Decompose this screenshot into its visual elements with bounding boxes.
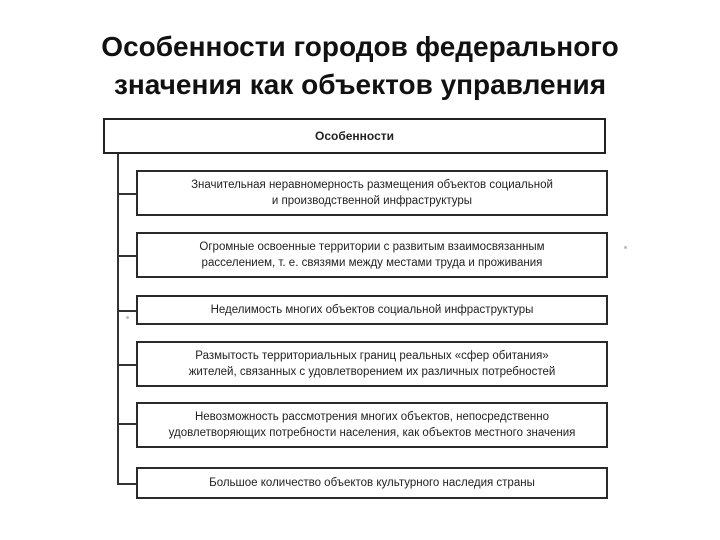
scan-speck [126,316,129,319]
connector-branch-4 [117,364,136,366]
feature-2-line-1: Огромные освоенные территории с развитым взаимосвязанным [199,241,545,253]
connector-branch-5 [117,423,136,425]
connector-branch-3 [117,310,136,312]
scan-speck [624,246,627,249]
feature-5-line-1: Невозможность рассмотрения многих объектов, непосредственно [194,411,550,423]
feature-1-line-2: и производственной инфраструктуры [271,195,473,207]
connector-branch-1 [117,193,136,195]
connector-trunk [117,154,119,485]
feature-2-line-2: расселением, т. е. связями между местами труда и проживания [201,257,543,269]
feature-box-1 [136,170,608,216]
feature-4-line-1: Размытость территориальных границ реальных «сфер обитания» [195,350,549,362]
connector-branch-2 [117,255,136,257]
diagram-header-label: Особенности [314,129,395,143]
slide-title-line-1: Особенности городов федерального [101,31,619,62]
feature-box-6 [136,467,608,499]
feature-6-line-1: Большое количество объектов культурного наследия страны [209,477,535,489]
feature-1-line-1: Значительная неравномерность размещения объектов социальной [191,179,553,191]
feature-5-line-2: удовлетворяющих потребности населения, как объектов местного значения [168,427,576,439]
feature-3-line-1: Неделимость многих объектов социальной инфраструктуры [210,304,534,316]
feature-box-3 [136,295,608,325]
feature-box-4 [136,341,608,387]
feature-box-2 [136,232,608,278]
diagram-header-box [103,118,606,154]
slide-title-line-2: значения как объектов управления [113,69,607,100]
feature-4-line-2: жителей, связанных с удовлетворением их различных потребностей [188,366,556,378]
connector-branch-6 [117,483,136,485]
feature-box-5 [136,402,608,448]
